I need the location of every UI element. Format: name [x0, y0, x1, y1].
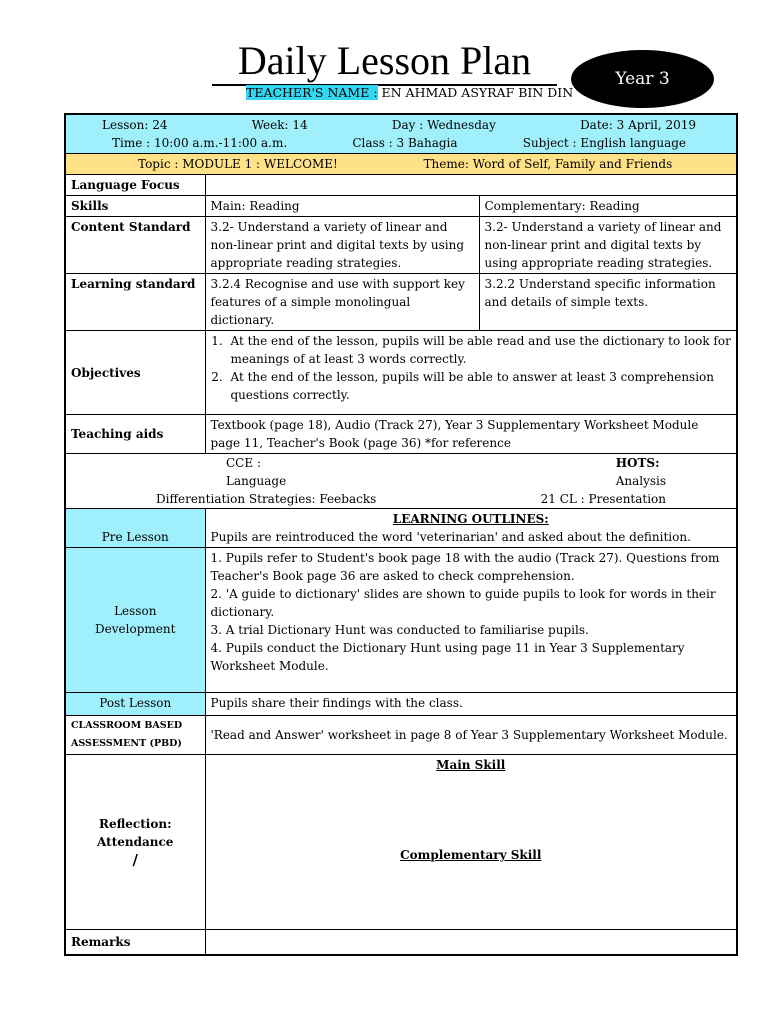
- teacher-name: [246, 85, 573, 101]
- objectives-list: [211, 332, 732, 404]
- topic-row: [65, 154, 737, 175]
- subject: Subject : English language: [522, 136, 687, 150]
- reflection-row: [65, 755, 737, 930]
- content-standard-main: 3.2- Understand a variety of linear and non-linear print and digital texts by using appropriate reading strategies.: [205, 217, 479, 274]
- language-focus-row: [65, 175, 737, 196]
- language-focus-label: Language Focus: [65, 175, 205, 196]
- hots-label: HOTS:: [615, 456, 660, 470]
- lesson-step: 4. Pupils conduct the Dictionary Hunt using page 11 in Year 3 Supplementary Worksheet Module.: [210, 641, 685, 673]
- complementary-skill-heading: Complementary Skill: [400, 848, 542, 862]
- teaching-aids-row: [65, 415, 737, 454]
- teaching-aids-label: Teaching aids: [65, 415, 205, 454]
- main-skill-heading: Main Skill: [436, 758, 506, 772]
- year-badge: Year 3: [571, 50, 714, 108]
- learning-standard-comp: 3.2.2 Understand specific information and details of simple texts.: [479, 274, 737, 331]
- date: Date: 3 April, 2019: [580, 118, 696, 132]
- content-standard-row: [65, 217, 737, 274]
- theme-label: Theme:: [423, 157, 469, 171]
- objectives-row: [65, 331, 737, 415]
- reflection-label: Reflection: Attendance /: [65, 755, 205, 930]
- remarks-label: Remarks: [65, 930, 205, 956]
- learning-standard-main: 3.2.4 Recognise and use with support key features of a simple monolingual dictionary.: [205, 274, 479, 331]
- main-skill: Main: Reading: [205, 196, 479, 217]
- page-title: Daily Lesson Plan: [212, 38, 557, 86]
- lesson-step: 1. Pupils refer to Student's book page 18 with the audio (Track 27). Questions from Teacher's Book page 36 are asked to check comprehension.: [210, 551, 720, 583]
- theme: Word of Self, Family and Friends: [468, 157, 673, 171]
- lesson-time: Time : 10:00 a.m.-11:00 a.m.: [112, 136, 288, 150]
- learning-outlines-heading: LEARNING OUTLINES:: [392, 512, 549, 526]
- content-standard-label: Content Standard: [65, 217, 205, 274]
- teacher-label: TEACHER'S NAME :: [246, 85, 378, 100]
- objective-item: 2. At the end of the lesson, pupils will be able to answer at least 3 comprehension questions correctly.: [227, 368, 732, 404]
- lesson-development-label: Lesson Development: [65, 548, 205, 693]
- class-name: Class : 3 Bahagia: [352, 136, 458, 150]
- post-lesson-row: [65, 693, 737, 716]
- hots: [616, 454, 666, 490]
- cl-21: 21 CL : Presentation: [540, 492, 667, 506]
- lesson-development-row: [65, 548, 737, 693]
- skills-label: Skills: [65, 196, 205, 217]
- lesson-step: 3. A trial Dictionary Hunt was conducted to familiarise pupils.: [210, 623, 589, 637]
- content-standard-comp: 3.2- Understand a variety of linear and non-linear print and digital texts by using appropriate reading strategies.: [479, 217, 737, 274]
- skills-row: [65, 196, 737, 217]
- learning-standard-row: [65, 274, 737, 331]
- differentiation-strategies: Differentiation Strategies: Feebacks: [156, 492, 377, 506]
- lesson-step: 2. 'A guide to dictionary' slides are shown to guide pupils to look for words in their dictionary.: [210, 587, 716, 619]
- objectives-label: Objectives: [65, 331, 205, 415]
- pbd-text: 'Read and Answer' worksheet in page 8 of Year 3 Supplementary Worksheet Module.: [205, 716, 737, 755]
- post-lesson-text: Pupils share their findings with the class.: [205, 693, 737, 716]
- objective-item: 1. At the end of the lesson, pupils will be able read and use the dictionary to look for meanings of at least 3 words correctly.: [227, 332, 732, 368]
- cce-label: CCE :: [226, 456, 261, 470]
- teacher-value: EN AHMAD ASYRAF BIN DIN: [377, 85, 574, 100]
- pre-lesson-row: [65, 509, 737, 548]
- topic: Topic : MODULE 1 : WELCOME!: [138, 157, 338, 171]
- cce: [226, 454, 286, 490]
- learning-standard-label: Learning standard: [65, 274, 205, 331]
- hots-value: Analysis: [615, 474, 667, 488]
- cce-value: Language: [226, 474, 287, 488]
- pre-lesson-label: Pre Lesson: [65, 509, 205, 548]
- complementary-skill: Complementary: Reading: [479, 196, 737, 217]
- pbd-label: CLASSROOM BASED ASSESSMENT (PBD): [65, 716, 205, 755]
- week-number: Week: 14: [251, 118, 308, 132]
- cce-row: [65, 454, 737, 509]
- day: Day : Wednesday: [391, 118, 496, 132]
- pbd-row: [65, 716, 737, 755]
- post-lesson-label: Post Lesson: [65, 693, 205, 716]
- remarks-row: [65, 930, 737, 956]
- teaching-aids-text: Textbook (page 18), Audio (Track 27), Year 3 Supplementary Worksheet Module page 11, Teacher's Book (page 36) *for reference: [205, 415, 737, 454]
- pre-lesson-text: Pupils are reintroduced the word 'veterinarian' and asked about the definition.: [210, 530, 691, 544]
- lesson-plan-table: [64, 113, 738, 956]
- header-row-1: [65, 114, 737, 154]
- lesson-number: Lesson: 24: [102, 118, 168, 132]
